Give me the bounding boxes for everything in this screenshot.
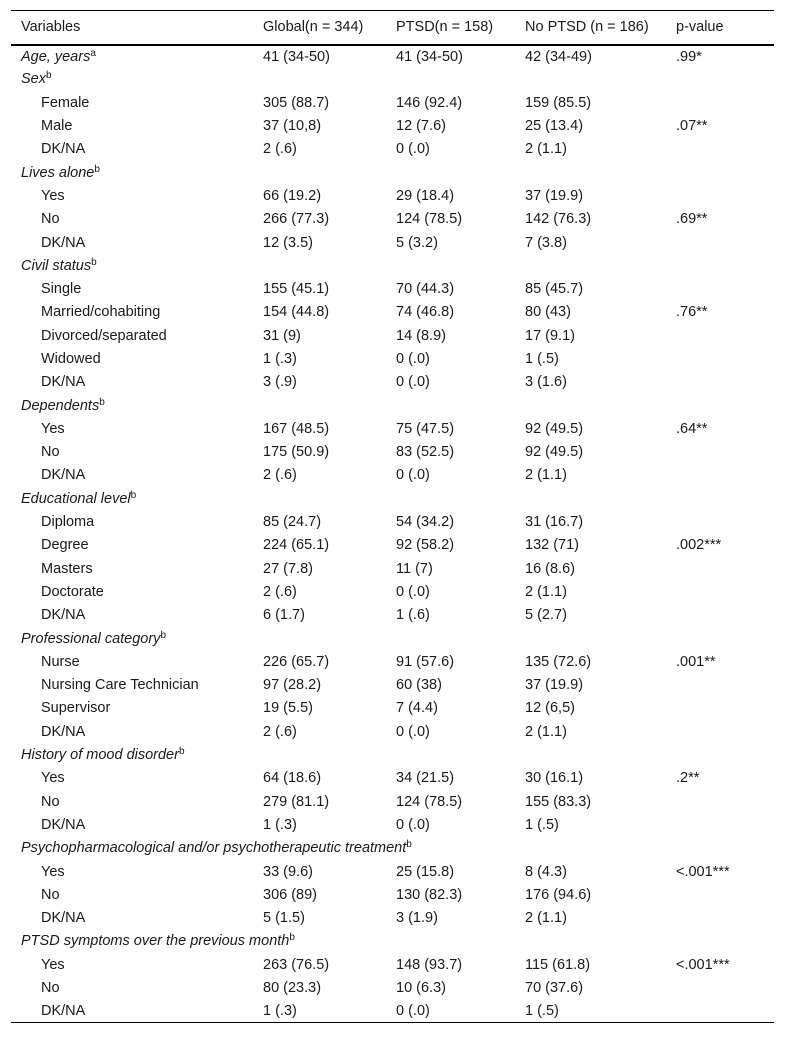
row-label: No xyxy=(41,793,60,810)
row-label: DK/NA xyxy=(41,141,86,158)
row-label: Yes xyxy=(41,863,65,880)
table-cell: 5 (1.5) xyxy=(263,910,305,927)
table-cell: 155 (83.3) xyxy=(525,793,592,810)
row-label: Divorced/separated xyxy=(41,327,167,344)
table-cell xyxy=(664,347,774,370)
table-cell: 2 (.6) xyxy=(263,141,297,158)
table-row xyxy=(11,114,774,137)
table-cell: 19 (5.5) xyxy=(263,700,313,717)
table-row xyxy=(11,650,774,673)
table-cell xyxy=(664,91,774,114)
table-cell: 142 (76.3) xyxy=(525,211,592,228)
row-label: Yes xyxy=(41,770,65,787)
table-cell: 41 (34-50) xyxy=(263,48,330,65)
table-cell: .99* xyxy=(676,48,702,65)
table-cell xyxy=(664,371,774,394)
table-cell: 1 (.3) xyxy=(263,351,297,367)
table-cell: 80 (23.3) xyxy=(263,980,322,997)
table-cell: 5 (3.2) xyxy=(396,234,438,251)
category-row xyxy=(11,254,774,277)
category-label-text: Lives alone xyxy=(21,164,95,181)
footnote-marker: b xyxy=(289,932,295,944)
table-cell: 0 (.0) xyxy=(396,141,430,158)
table-cell: 1 (.3) xyxy=(251,1000,384,1023)
table-cell: 27 (7.8) xyxy=(263,560,313,577)
table-cell: 34 (21.5) xyxy=(396,770,455,787)
table-cell: 29 (18.4) xyxy=(396,187,455,204)
table-cell: 0 (.0) xyxy=(396,583,430,600)
table-row xyxy=(11,813,774,836)
table-cell: 6 (1.7) xyxy=(263,607,305,624)
table-cell: 17 (9.1) xyxy=(525,327,575,344)
table-row xyxy=(11,906,774,929)
table-cell: <.001*** xyxy=(676,956,730,973)
table-cell: 12 (7.6) xyxy=(396,118,446,135)
table-cell: .76** xyxy=(676,304,708,321)
category-label-text: History of mood disorder xyxy=(21,747,179,764)
table-cell: 0 (.0) xyxy=(396,351,430,367)
table-row xyxy=(11,184,774,207)
row-label: Yes xyxy=(41,420,65,437)
row-label: DK/NA xyxy=(41,467,86,484)
table-row xyxy=(11,464,774,487)
table-cell: 14 (8.9) xyxy=(396,327,446,344)
category-label-text: Age, years xyxy=(21,48,91,65)
footnote-marker: b xyxy=(406,839,412,851)
row-label: Supervisor xyxy=(41,700,111,717)
table-cell: <.001*** xyxy=(676,863,730,880)
table-cell xyxy=(664,464,774,487)
table-cell: 124 (78.5) xyxy=(396,211,463,228)
header-ptsd: PTSD(n = 158) xyxy=(384,11,513,45)
table-cell xyxy=(664,277,774,300)
table-cell xyxy=(664,557,774,580)
table-cell: 146 (92.4) xyxy=(396,94,463,111)
table-row xyxy=(11,277,774,300)
table-cell: 75 (47.5) xyxy=(396,420,455,437)
table-cell: 2 (.6) xyxy=(263,467,297,484)
category-label xyxy=(11,45,251,68)
table-row xyxy=(11,674,774,697)
table-row xyxy=(11,371,774,394)
row-label: DK/NA xyxy=(41,816,86,833)
table-cell xyxy=(664,231,774,254)
table-cell: 42 (34-49) xyxy=(525,48,592,65)
table-row xyxy=(11,697,774,720)
table-cell xyxy=(664,510,774,533)
header-row xyxy=(11,11,774,45)
table-cell: 92 (49.5) xyxy=(525,444,584,461)
row-label: Doctorate xyxy=(41,583,104,600)
table-cell: 10 (6.3) xyxy=(396,980,446,997)
category-label xyxy=(11,743,774,766)
table-cell: 2 (1.1) xyxy=(525,910,567,927)
table-row xyxy=(11,441,774,464)
row-label: No xyxy=(41,980,60,997)
table-row xyxy=(11,883,774,906)
header-no-ptsd: No PTSD (n = 186) xyxy=(513,11,664,45)
table-cell: 85 (45.7) xyxy=(525,281,584,298)
table-row xyxy=(11,324,774,347)
category-row xyxy=(11,743,774,766)
table-cell: 70 (44.3) xyxy=(396,281,455,298)
table-cell: 2 (1.1) xyxy=(525,583,567,600)
table-row xyxy=(11,557,774,580)
table-cell: 148 (93.7) xyxy=(396,956,463,973)
category-label xyxy=(11,930,774,953)
table-cell: 263 (76.5) xyxy=(263,956,330,973)
table-row xyxy=(11,860,774,883)
footnote-marker: b xyxy=(160,629,166,641)
table-row xyxy=(11,138,774,161)
table-row xyxy=(11,417,774,440)
table-cell xyxy=(664,720,774,743)
table-cell: 60 (38) xyxy=(396,677,442,694)
row-label: Single xyxy=(41,281,82,298)
header-variables: Variables xyxy=(11,11,251,45)
footnote-marker: b xyxy=(130,489,137,501)
category-label xyxy=(11,68,774,91)
table-cell: 33 (9.6) xyxy=(263,863,313,880)
table-cell: 70 (37.6) xyxy=(525,980,584,997)
table-cell: 124 (78.5) xyxy=(396,793,463,810)
category-row xyxy=(11,837,774,860)
row-label: DK/NA xyxy=(41,607,86,624)
table-cell: .64** xyxy=(676,420,708,437)
table-cell: 2 (.6) xyxy=(263,723,297,740)
table-cell xyxy=(664,813,774,836)
demographics-table xyxy=(11,10,774,1023)
category-label-text: Sex xyxy=(21,71,46,88)
table-cell xyxy=(664,580,774,603)
table-cell: 3 (1.9) xyxy=(396,910,438,927)
table-row xyxy=(11,510,774,533)
table-cell: 80 (43) xyxy=(525,304,571,321)
category-label xyxy=(11,627,774,650)
category-label-text: Professional category xyxy=(21,630,161,647)
table-cell: 0 (.0) xyxy=(396,467,430,484)
table-cell: 115 (61.8) xyxy=(525,956,591,973)
table-row xyxy=(11,790,774,813)
table-cell: 92 (58.2) xyxy=(396,537,455,554)
category-label-text: Psychopharmacological and/or psychotherapeutic treatment xyxy=(21,840,407,857)
footnote-marker: b xyxy=(46,70,52,82)
row-label: Female xyxy=(41,94,90,111)
table-cell: 224 (65.1) xyxy=(263,537,330,554)
table-cell xyxy=(664,906,774,929)
category-label-text: PTSD symptoms over the previous month xyxy=(21,933,290,950)
table-cell: 0 (.0) xyxy=(396,374,430,391)
table-cell: 0 (.0) xyxy=(396,816,430,833)
category-label xyxy=(11,487,774,510)
footnote-marker: b xyxy=(91,256,97,268)
table-cell xyxy=(664,674,774,697)
row-label: No xyxy=(41,886,60,903)
table-cell: 2 (1.1) xyxy=(525,141,567,158)
table-cell: 2 (1.1) xyxy=(525,723,567,740)
table-cell xyxy=(664,1000,774,1023)
row-label: Degree xyxy=(41,537,89,554)
table-cell: 12 (3.5) xyxy=(263,234,313,251)
table-cell xyxy=(664,604,774,627)
table-row xyxy=(11,767,774,790)
table-cell xyxy=(664,790,774,813)
category-row xyxy=(11,930,774,953)
category-label xyxy=(11,161,774,184)
row-label: No xyxy=(41,444,60,461)
table-cell: 31 (16.7) xyxy=(525,514,584,531)
table-row xyxy=(11,91,774,114)
category-label xyxy=(11,254,774,277)
table-cell: 130 (82.3) xyxy=(396,886,463,903)
table-cell: 154 (44.8) xyxy=(263,304,330,321)
table-cell: .002*** xyxy=(676,537,722,554)
footnote-marker: b xyxy=(94,163,100,175)
table-cell xyxy=(664,184,774,207)
table-cell: 16 (8.6) xyxy=(525,560,575,577)
row-label: Diploma xyxy=(41,514,95,531)
row-label: DK/NA xyxy=(41,910,86,927)
table-row xyxy=(11,580,774,603)
table-cell: 155 (45.1) xyxy=(263,281,330,298)
category-row xyxy=(11,45,774,68)
row-label: DK/NA xyxy=(41,234,86,251)
table-cell: 11 (7) xyxy=(396,560,433,577)
table-cell: 91 (57.6) xyxy=(396,653,455,670)
table-row xyxy=(11,301,774,324)
table-cell: 1 (.6) xyxy=(396,607,430,624)
table-cell: 132 (71) xyxy=(525,537,580,554)
row-label: Yes xyxy=(41,956,65,973)
table-cell xyxy=(664,883,774,906)
table-body xyxy=(11,45,774,1023)
table-row xyxy=(11,953,774,976)
category-row xyxy=(11,161,774,184)
table-cell: 12 (6,5) xyxy=(525,700,575,717)
category-label xyxy=(11,394,774,417)
table-cell: .001** xyxy=(676,653,716,670)
table-cell: 135 (72.6) xyxy=(525,653,592,670)
table-cell: 25 (15.8) xyxy=(396,863,455,880)
header-p-value: p-value xyxy=(664,11,774,45)
table-cell: 0 (.0) xyxy=(384,1000,513,1023)
table-cell: 167 (48.5) xyxy=(263,420,330,437)
footnote-marker: a xyxy=(90,47,96,59)
table-cell: 64 (18.6) xyxy=(263,770,322,787)
table-cell xyxy=(664,976,774,999)
table-cell: 2 (1.1) xyxy=(525,467,567,484)
row-label: Yes xyxy=(41,187,65,204)
table-cell xyxy=(664,697,774,720)
table-cell: 175 (50.9) xyxy=(263,444,330,461)
table-cell: 226 (65.7) xyxy=(263,653,330,670)
footnote-marker: b xyxy=(178,746,185,758)
table-cell: 83 (52.5) xyxy=(396,444,455,461)
table-cell: 3 (.9) xyxy=(263,374,297,391)
table-cell: 306 (89) xyxy=(263,886,318,903)
table-row xyxy=(11,208,774,231)
header-global: Global(n = 344) xyxy=(251,11,384,45)
row-label: Nursing Care Technician xyxy=(41,677,199,694)
row-label: Male xyxy=(41,118,73,135)
table-cell: 92 (49.5) xyxy=(525,420,584,437)
table-row xyxy=(11,347,774,370)
category-row xyxy=(11,487,774,510)
category-label-text: Civil status xyxy=(21,257,92,274)
table-cell: 54 (34.2) xyxy=(396,514,455,531)
row-label: Married/cohabiting xyxy=(41,304,161,321)
table-cell: 1 (.3) xyxy=(263,816,297,833)
table-cell: 8 (4.3) xyxy=(525,863,567,880)
table-cell: 37 (19.9) xyxy=(525,187,584,204)
table-cell: 7 (3.8) xyxy=(525,234,567,251)
table-cell: 2 (.6) xyxy=(263,583,297,600)
table-cell: 1 (.5) xyxy=(525,816,559,833)
table-row xyxy=(11,604,774,627)
row-label: DK/NA xyxy=(41,723,86,740)
table-cell: .07** xyxy=(676,118,708,135)
table-cell: .2** xyxy=(676,770,700,787)
table-cell: 97 (28.2) xyxy=(263,677,322,694)
category-row xyxy=(11,68,774,91)
table-cell: 25 (13.4) xyxy=(525,118,584,135)
table-cell: 176 (94.6) xyxy=(525,886,592,903)
table-cell: 37 (19.9) xyxy=(525,677,584,694)
category-label xyxy=(11,837,774,860)
row-label: DK/NA xyxy=(11,1000,251,1023)
table-cell: 305 (88.7) xyxy=(263,94,330,111)
table-row xyxy=(11,1000,774,1023)
table-cell: 159 (85.5) xyxy=(525,94,592,111)
table-cell: 41 (34-50) xyxy=(396,48,463,65)
table-row xyxy=(11,231,774,254)
table-row xyxy=(11,976,774,999)
table-cell: 1 (.5) xyxy=(525,351,559,367)
table-cell: 279 (81.1) xyxy=(263,793,330,810)
table-cell: 3 (1.6) xyxy=(525,374,567,391)
category-label-text: Dependents xyxy=(21,397,100,414)
table-cell xyxy=(664,324,774,347)
row-label: Masters xyxy=(41,560,93,577)
table-cell: 5 (2.7) xyxy=(525,607,567,624)
table-cell: 85 (24.7) xyxy=(263,514,322,531)
table-cell: 31 (9) xyxy=(263,327,301,344)
table-cell xyxy=(664,441,774,464)
row-label: DK/NA xyxy=(41,374,86,391)
category-label-text: Educational level xyxy=(21,490,131,507)
table-cell: 74 (46.8) xyxy=(396,304,455,321)
row-label: Nurse xyxy=(41,653,80,670)
category-row xyxy=(11,394,774,417)
table-cell: 66 (19.2) xyxy=(263,187,322,204)
table-cell: 0 (.0) xyxy=(396,723,430,740)
table-cell: 37 (10,8) xyxy=(263,118,322,135)
table-cell: 1 (.5) xyxy=(513,1000,664,1023)
table-cell xyxy=(664,138,774,161)
footnote-marker: b xyxy=(99,396,105,408)
table-row xyxy=(11,534,774,557)
row-label: No xyxy=(41,211,60,228)
category-row xyxy=(11,627,774,650)
table-row xyxy=(11,720,774,743)
table-cell: .69** xyxy=(676,211,708,228)
table-cell: 7 (4.4) xyxy=(396,700,438,717)
row-label: Widowed xyxy=(41,351,101,367)
table-cell: 30 (16.1) xyxy=(525,770,584,787)
table-cell: 266 (77.3) xyxy=(263,211,330,228)
